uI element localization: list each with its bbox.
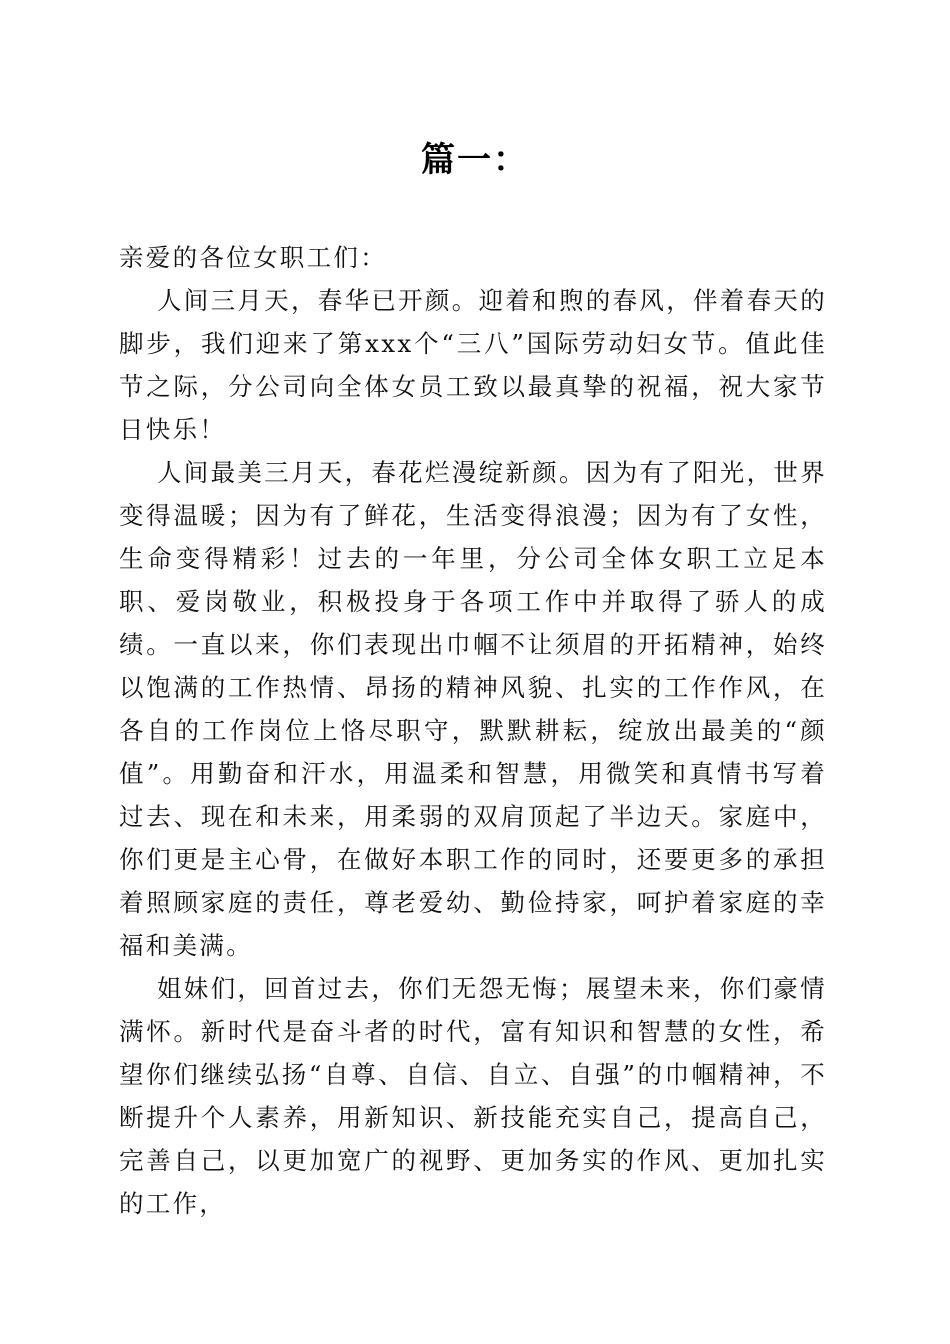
paragraph-3: 姐妹们，回首过去，你们无怨无悔；展望未来，你们豪情满怀。新时代是奋斗者的时代，富有知识和智慧的女性，希望你们继续弘扬“自尊、自信、自立、自强”的巾帼精神，不断提升个人素养，用新知识、新技能充实自己，提高自己，完善自己，以更加宽广的视野、更加务实的作风、更加扎实的工作， [119,974,827,1218]
paragraph-1: 人间三月天，春华已开颜。迎着和煦的春风，伴着春天的脚步，我们迎来了第xxx个“三八”国际劳动妇女节。值此佳节之际，分公司向全体女员工致以最真挚的祝福，祝大家节日快乐！ [119,286,827,444]
paragraph-2: 人间最美三月天，春花烂漫绽新颜。因为有了阳光，世界变得温暖；因为有了鲜花，生活变得浪漫；因为有了女性，生命变得精彩！过去的一年里，分公司全体女职工立足本职、爱岗敬业，积极投身于各项工作中并取得了骄人的成绩。一直以来，你们表现出巾帼不让须眉的开拓精神，始终以饱满的工作热情、昂扬的精神风貌、扎实的工作作风，在各自的工作岗位上恪尽职守，默默耕耘，绽放出最美的“颜值”。用勤奋和汗水，用温柔和智慧，用微笑和真情书写着过去、现在和未来，用柔弱的双肩顶起了半边天。家庭中，你们更是主心骨，在做好本职工作的同时，还要更多的承担着照顾家庭的责任，尊老爱幼、勤俭持家，呵护着家庭的幸福和美满。 [119,458,827,960]
salutation: 亲爱的各位女职工们： [119,243,387,272]
page-title: 篇一： [421,140,529,180]
letter-body [119,236,827,1225]
